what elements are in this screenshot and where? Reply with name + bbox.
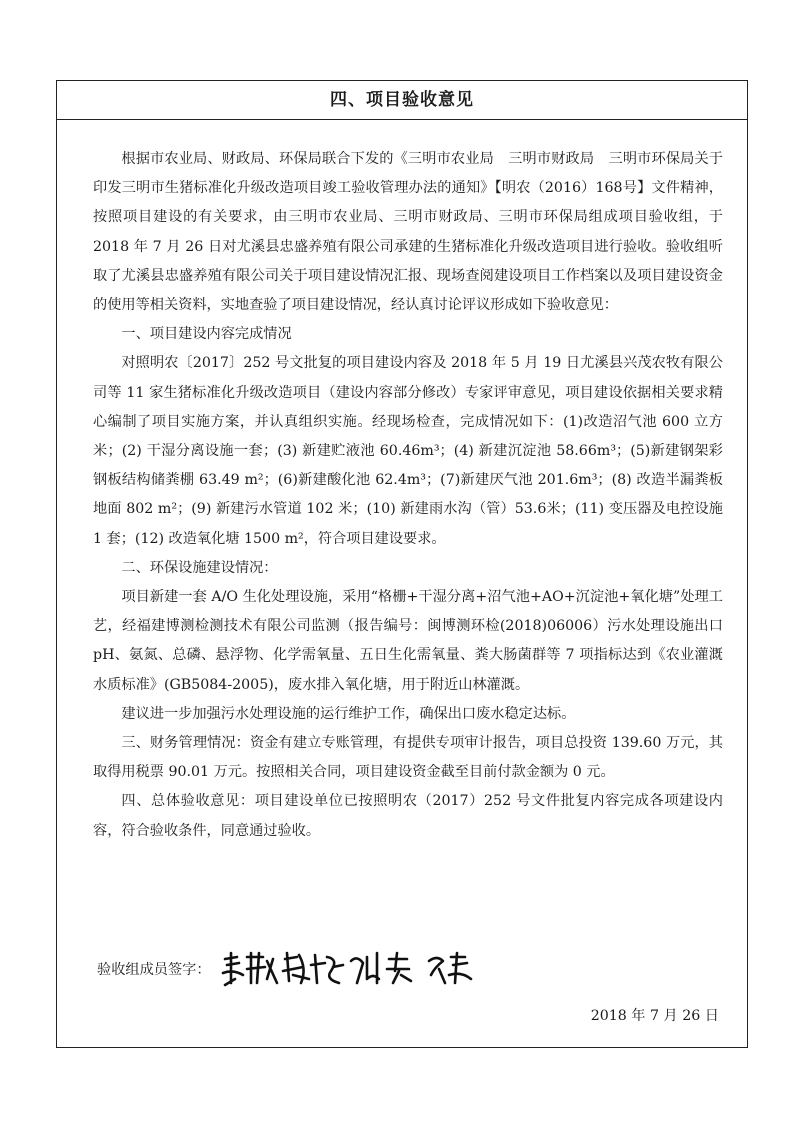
suggestion-paragraph: 建议进一步加强污水处理设施的运行维护工作，确保出口废水稳定达标。 xyxy=(121,705,576,722)
opinion-frame xyxy=(56,80,748,1048)
section-heading-construction: 一、项目建设内容完成情况 xyxy=(121,326,292,343)
document-date: 2018 年 7 月 26 日 xyxy=(590,1008,719,1024)
handwritten-signatures xyxy=(217,949,517,989)
environment-paragraph: 项目新建一套 A/O 生化处理设施，采用“格栅+干湿分离+沼气池+AO+沉淀池+氧化塘”处理工艺，经福建博测检测技术有限公司监测（报告编号：闽博测环检(2018)06006）污水处理设施出口 pH、氨氮、总磷、悬浮物、化学需氧量、五日生化需氧量、粪大肠菌群等 7 项指标达到《农业灌溉水质标准》(GB5084-2005)，废水排入氧化塘，用于附近山林灌溉。 xyxy=(93,589,723,693)
section-title: 四、项目验收意见 xyxy=(57,81,747,120)
opinion-body xyxy=(93,145,723,846)
overall-opinion-paragraph: 四、总体验收意见：项目建设单位已按照明农（2017）252 号文件批复内容完成各项建设内容，符合验收条件，同意通过验收。 xyxy=(93,793,723,839)
finance-paragraph: 三、财务管理情况：资金有建立专账管理，有提供专项审计报告，项目总投资 139.60 万元，其取得用税票 90.01 万元。按照相关合同，项目建设资金截至目前付款金额为 0 元。 xyxy=(93,735,723,781)
construction-paragraph: 对照明农〔2017〕252 号文批复的项目建设内容及 2018 年 5 月 19 日尤溪县兴茂农牧有限公司等 11 家生猪标准化升级改造项目（建设内容部分修改）专家评审意见，项目建设依据相关要求精心编制了项目实施方案，并认真组织实施。经现场检查，完成情况如下：(1)改造沼气池 600 立方米；(2) 干湿分离设施一套；(3) 新建贮液池 60.46m³；(4) 新建沉淀池 58.66m³；(5)新建钢架彩钢板结构储粪棚 63.49 m²；(6)新建酸化池 62.4m³；(7)新建厌气池 201.6m³；(8) 改造半漏粪板地面 802 m²；(9) 新建污水管道 102 米；(10) 新建雨水沟（管）53.6米；(11) 变压器及电控设施 1 套；(12) 改造氧化塘 1500 m²，符合项目建设要求。 xyxy=(93,355,723,547)
signature-row xyxy=(97,949,517,989)
section-heading-environment: 二、环保设施建设情况： xyxy=(121,559,278,576)
signature-label: 验收组成员签字： xyxy=(97,962,211,978)
intro-paragraph: 根据市农业局、财政局、环保局联合下发的《三明市农业局 三明市财政局 三明市环保局关于印发三明市生猪标准化升级改造项目竣工验收管理办法的通知》【明农（2016）168号】文件精神，按照项目建设的有关要求，由三明市农业局、三明市财政局、三明市环保局组成项目验收组，于 2018 年 7 月 26 日对尤溪县忠盛养殖有限公司承建的生猪标准化升级改造项目进行验收。验收组听取了尤溪县忠盛养殖有限公司关于项目建设情况汇报、现场查阅建设项目工作档案以及项目建设资金的使用等相关资料，实地查验了项目建设情况，经认真讨论评议形成如下验收意见： xyxy=(93,151,723,314)
